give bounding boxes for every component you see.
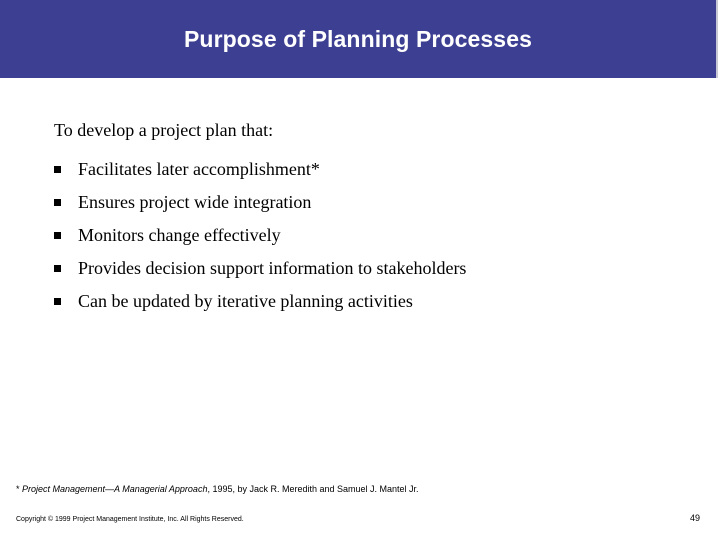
square-bullet-icon [54, 298, 61, 305]
footnote-book-title: Project Management—A Managerial Approach [22, 484, 208, 494]
bullet-list [54, 153, 466, 318]
bullet-item [54, 285, 466, 318]
page-number: 49 [689, 513, 700, 523]
bullet-text: Can be updated by iterative planning activities [78, 291, 413, 311]
footnote-citation: , 1995, by Jack R. Meredith and Samuel J. Mantel Jr. [207, 484, 419, 494]
intro-text: To develop a project plan that: [54, 120, 274, 140]
square-bullet-icon [54, 166, 61, 173]
bullet-item [54, 219, 466, 252]
square-bullet-icon [54, 199, 61, 206]
slide-title: Purpose of Planning Processes [183, 26, 532, 52]
bullet-text: Facilitates later accomplishment* [78, 159, 320, 179]
bullet-item [54, 252, 466, 285]
square-bullet-icon [54, 232, 61, 239]
title-bar [0, 0, 718, 78]
bullet-text: Ensures project wide integration [78, 192, 312, 212]
copyright-notice: Copyright © 1999 Project Management Institute, Inc. All Rights Reserved. [16, 516, 244, 523]
bullet-item [54, 186, 466, 219]
bullet-text: Monitors change effectively [78, 225, 281, 245]
footnote-prefix: * [16, 484, 23, 494]
bullet-item [54, 153, 466, 186]
bullet-text: Provides decision support information to stakeholders [78, 258, 467, 278]
footnote [16, 484, 419, 494]
square-bullet-icon [54, 265, 61, 272]
